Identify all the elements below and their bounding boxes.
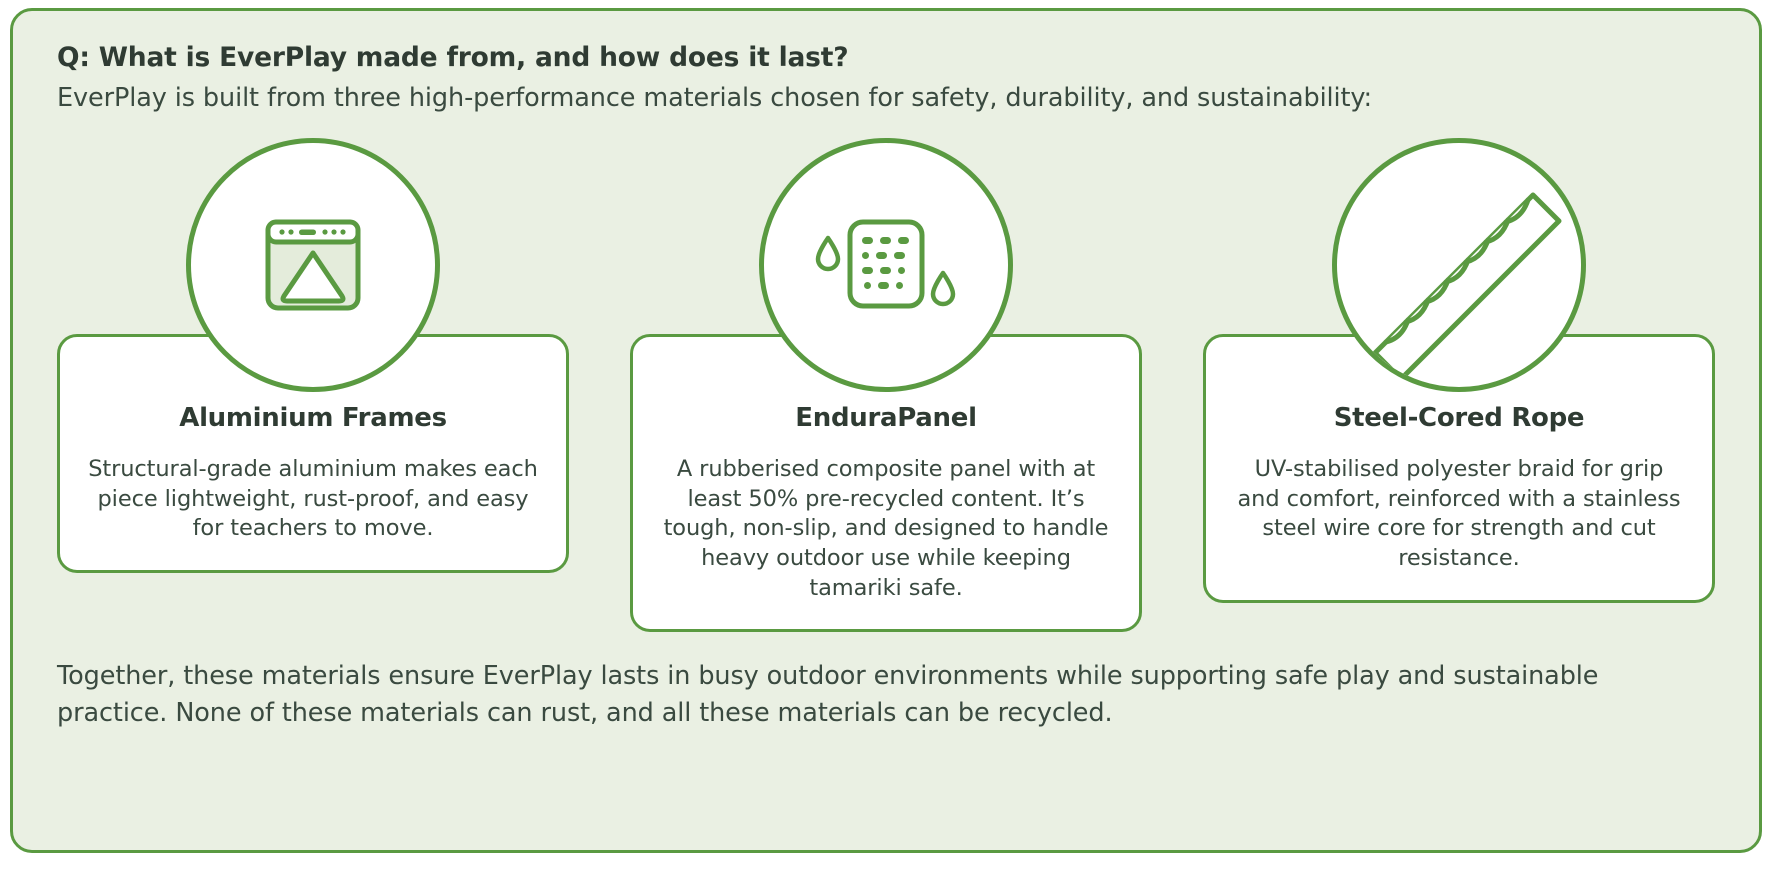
materials-row — [57, 138, 1715, 632]
material-title: EnduraPanel — [795, 402, 977, 433]
endurapanel-icon — [759, 138, 1013, 392]
material-endurapanel — [630, 138, 1142, 632]
material-steel-cored-rope — [1203, 138, 1715, 632]
material-description: UV-stabilised polyester braid for grip and comfort, reinforced with a stainless steel wire core for strength and cut resistance. — [1237, 455, 1681, 571]
material-title: Steel-Cored Rope — [1333, 402, 1585, 433]
material-aluminium-frames — [57, 138, 569, 632]
material-description: A rubberised composite panel with at least 50% pre-recycled content. It’s tough, non-slip, and designed to handle heavy outdoor use while keeping tamariki safe. — [663, 455, 1109, 601]
faq-closing: Together, these materials ensure EverPlay lasts in busy outdoor environments while supporting safe play and sustainable practice. None of these materials can rust, and all these materials can be recycled. — [57, 661, 1599, 729]
material-title: Aluminium Frames — [179, 402, 447, 433]
faq-question: Q: What is EverPlay made from, and how does it last? — [57, 42, 849, 73]
faq-intro: EverPlay is built from three high-performance materials chosen for safety, durability, and sustainability: — [57, 83, 1373, 114]
material-description: Structural-grade aluminium makes each piece lightweight, rust-proof, and easy for teachers to move. — [88, 455, 538, 542]
aluminium-frame-icon — [186, 138, 440, 392]
steel-cored-rope-icon — [1332, 138, 1586, 392]
faq-panel — [10, 8, 1762, 853]
